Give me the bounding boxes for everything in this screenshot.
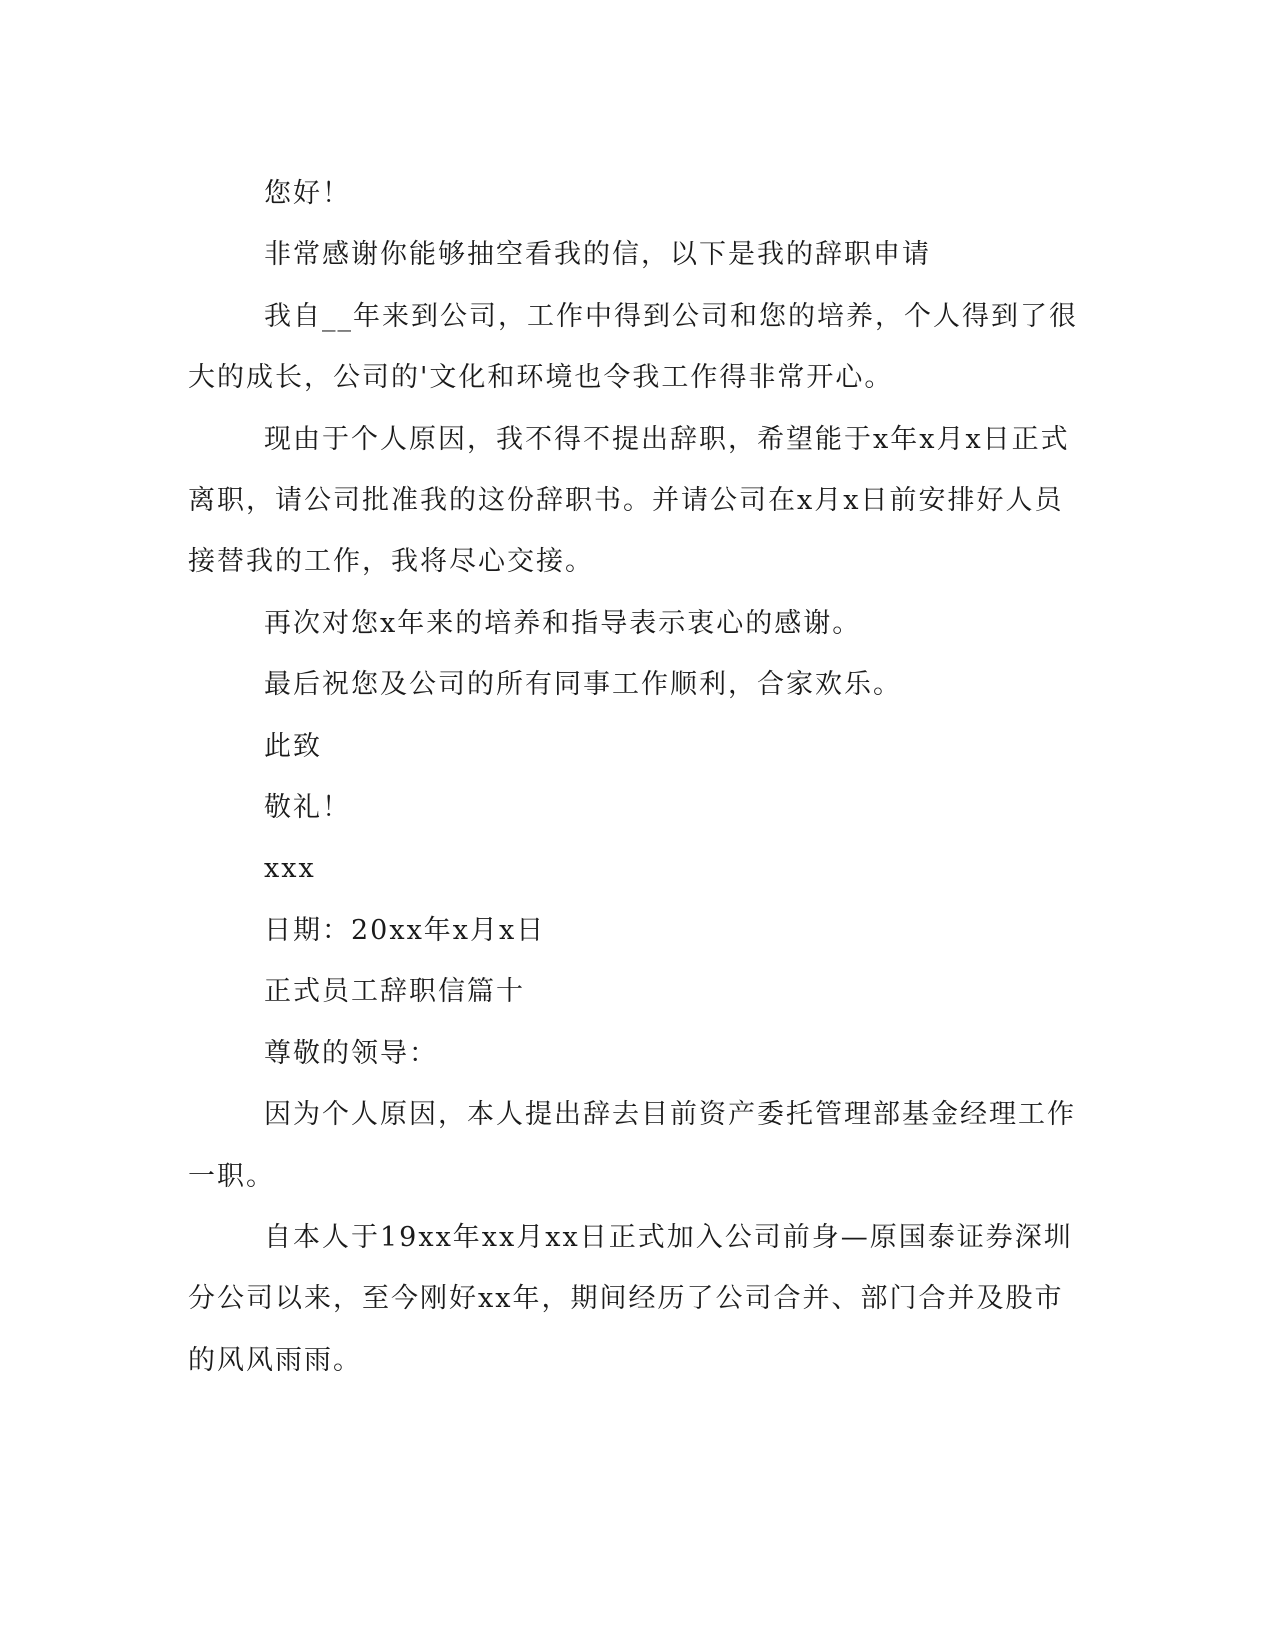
section-heading: 正式员工辞职信篇十 <box>264 976 525 1008</box>
closing-cizhi: 此致 <box>264 730 322 762</box>
greeting: 您好！ <box>264 178 351 209</box>
letter-body <box>188 163 1088 1391</box>
paragraph-resign-position: 因为个人原因，本人提出辞去目前资产委托管理部基金经理工作一职。 <box>188 1099 1076 1192</box>
paragraph-growth: 我自__年来到公司，工作中得到公司和您的培养，个人得到了很大的成长，公司的'文化和环境也令我工作得非常开心。 <box>188 300 1078 394</box>
paragraph-wishes: 最后祝您及公司的所有同事工作顺利，合家欢乐。 <box>264 669 902 701</box>
closing-jingli: 敬礼！ <box>264 792 351 824</box>
paragraph-thanks: 非常感谢你能够抽空看我的信，以下是我的辞职申请 <box>264 239 931 271</box>
signature: xxx <box>264 853 316 885</box>
paragraph-history: 自本人于19xx年xx月xx日正式加入公司前身—原国泰证券深圳分公司以来，至今刚好xx年，期间经历了公司合并、部门合并及股市的风风雨雨。 <box>188 1221 1073 1376</box>
date-line: 日期：20xx年x月x日 <box>264 914 546 946</box>
paragraph-gratitude: 再次对您x年来的培养和指导表示衷心的感谢。 <box>264 607 862 639</box>
paragraph-reason: 现由于个人原因，我不得不提出辞职，希望能于x年x月x日正式离职，请公司批准我的这份辞职书。并请公司在x月x日前安排好人员接替我的工作，我将尽心交接。 <box>188 423 1070 578</box>
salutation: 尊敬的领导： <box>264 1037 438 1069</box>
